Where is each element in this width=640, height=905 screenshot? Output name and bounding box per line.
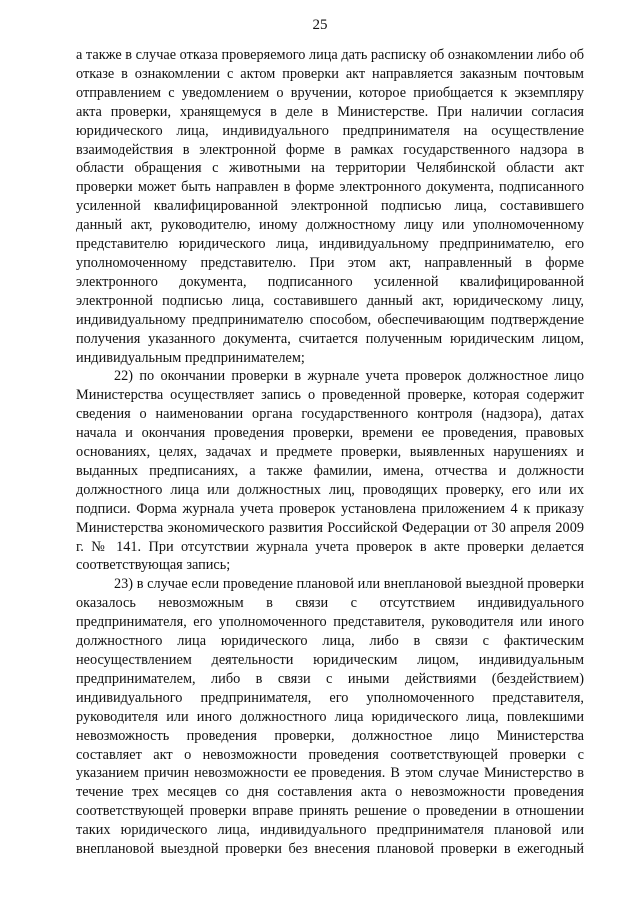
paragraph-item-23: 23) в случае если проведение плановой или внеплановой выездной проверки оказалось невозможным в связи с отсутствием индивидуального предпринимателя, его уполномоченного представителя, руководителя или иного должностного лица юридического лица, либо в связи с фактическим неосуществлением деятельности юридическим лицом, индивидуальным предпринимателем, либо в связи с иными действиями (бездействием) индивидуального предпринимателя, его уполномоченного представителя, руководителя или иного должностного лица юридического лица, повлекшими невозможность проведения проверки, должностное лицо Министерства составляет акт о невозможности проведения соответствующей проверки с указанием причин невозможности ее проведения. В этом случае Министерство в течение трех месяцев со дня составления акта о невозможности проведения соответствующей проверки вправе принять решение о проведении в отношении таких юридического лица, индивидуального предпринимателя плановой или внеплановой выездной проверки без внесения плановой проверки в ежегодный [76,576,584,858]
paragraph-item-22: 22) по окончании проверки в журнале учета проверок должностное лицо Министерства осуществляет запись о проведенной проверке, которая содержит сведения о наименовании органа государственного контроля (надзора), датах начала и окончания проведения проверки, времени ее проведения, правовых основаниях, целях, задачах и предмете проверки, выявленных нарушениях и выданных предписаниях, а также фамилии, имена, отчества и должности должностного лица или должностных лиц, проводящих проверку, его или их подписи. Форма журнала учета проверок установлена приложением 4 к приказу Министерства экономического развития Российской Федерации от 30 апреля 2009 г. № 141. При отсутствии журнала учета проверок в акте проверки делается соответствующая запись; [76,368,584,574]
paragraph-continuation: а также в случае отказа проверяемого лица дать расписку об ознакомлении либо об отказе в ознакомлении с актом проверки акт направляется заказным почтовым отправлением с уведомлением о вручении, которое приобщается к экземпляру акта проверки, хранящемуся в деле в Министерстве. При наличии согласия юридического лица, индивидуального предпринимателя на осуществление взаимодействия в электронной форме в рамках государственного надзора в области обращения с животными на территории Челябинской области акт проверки может быть направлен в форме электронного документа, подписанного усиленной квалифицированной электронной подписью лица, составившего данный акт, руководителю, иному должностному лицу или уполномоченному представителю юридического лица, индивидуальному предпринимателю, его уполномоченному представителю. При этом акт, направленный в форме электронного документа, подписанного усиленной квалифицированной электронной подписью лица, составившего данный акт, юридическому лицу, индивидуальному предпринимателю способом, обеспечивающим подтверждение получения указанного документа, считается полученным юридическим лицом, индивидуальным предпринимателем; [76,47,585,366]
document-body [76,46,584,859]
page-number: 25 [312,17,328,33]
